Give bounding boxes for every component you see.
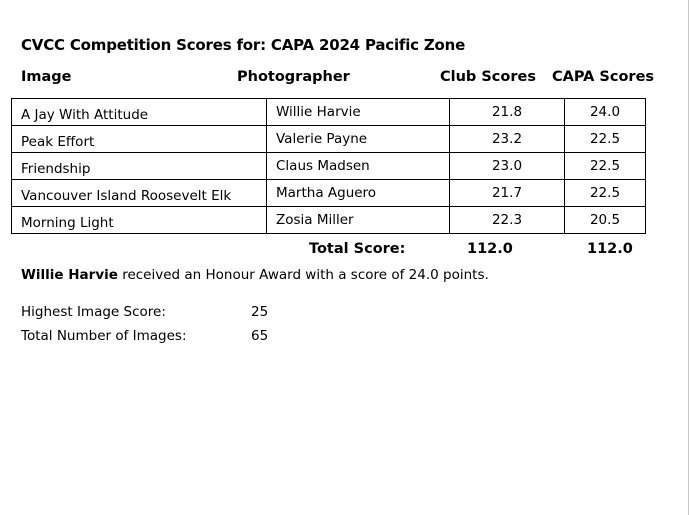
- total-club-score: 112.0: [467, 241, 513, 257]
- page-right-edge: [688, 0, 689, 515]
- photographer-cell: Valerie Payne: [267, 126, 450, 153]
- club-score-cell: 22.3: [450, 207, 565, 234]
- scores-table: [11, 98, 646, 234]
- highest-score-value: 25: [251, 304, 269, 320]
- capa-score-cell: 22.5: [565, 153, 646, 180]
- award-recipient: Willie Harvie: [21, 267, 118, 283]
- club-score-cell: 23.2: [450, 126, 565, 153]
- image-title-cell: A Jay With Attitude: [12, 99, 267, 126]
- table-row: [12, 153, 646, 180]
- photographer-cell: Willie Harvie: [267, 99, 450, 126]
- header-image: Image: [21, 69, 72, 85]
- total-images-label: Total Number of Images:: [21, 328, 187, 344]
- club-score-cell: 23.0: [450, 153, 565, 180]
- capa-score-cell: 22.5: [565, 126, 646, 153]
- header-photographer: Photographer: [237, 69, 350, 85]
- total-images-value: 65: [251, 328, 269, 344]
- award-note: [21, 267, 489, 283]
- club-score-cell: 21.7: [450, 180, 565, 207]
- image-title-cell: Morning Light: [12, 207, 267, 234]
- total-capa-score: 112.0: [587, 241, 633, 257]
- total-score-label: Total Score:: [309, 241, 406, 257]
- table-row: [12, 126, 646, 153]
- image-title-cell: Vancouver Island Roosevelt Elk: [12, 180, 267, 207]
- highest-score-label: Highest Image Score:: [21, 304, 166, 320]
- photographer-cell: Martha Aguero: [267, 180, 450, 207]
- header-club-scores: Club Scores: [440, 69, 536, 85]
- image-title-cell: Friendship: [12, 153, 267, 180]
- photographer-cell: Claus Madsen: [267, 153, 450, 180]
- page-title: CVCC Competition Scores for: CAPA 2024 Pacific Zone: [21, 36, 466, 54]
- header-capa-scores: CAPA Scores: [552, 69, 655, 85]
- photographer-cell: Zosia Miller: [267, 207, 450, 234]
- capa-score-cell: 22.5: [565, 180, 646, 207]
- capa-score-cell: 24.0: [565, 99, 646, 126]
- table-row: [12, 207, 646, 234]
- club-score-cell: 21.8: [450, 99, 565, 126]
- capa-score-cell: 20.5: [565, 207, 646, 234]
- table-row: [12, 180, 646, 207]
- award-text: received an Honour Award with a score of 24.0 points.: [117, 267, 489, 283]
- image-title-cell: Peak Effort: [12, 126, 267, 153]
- table-row: [12, 99, 646, 126]
